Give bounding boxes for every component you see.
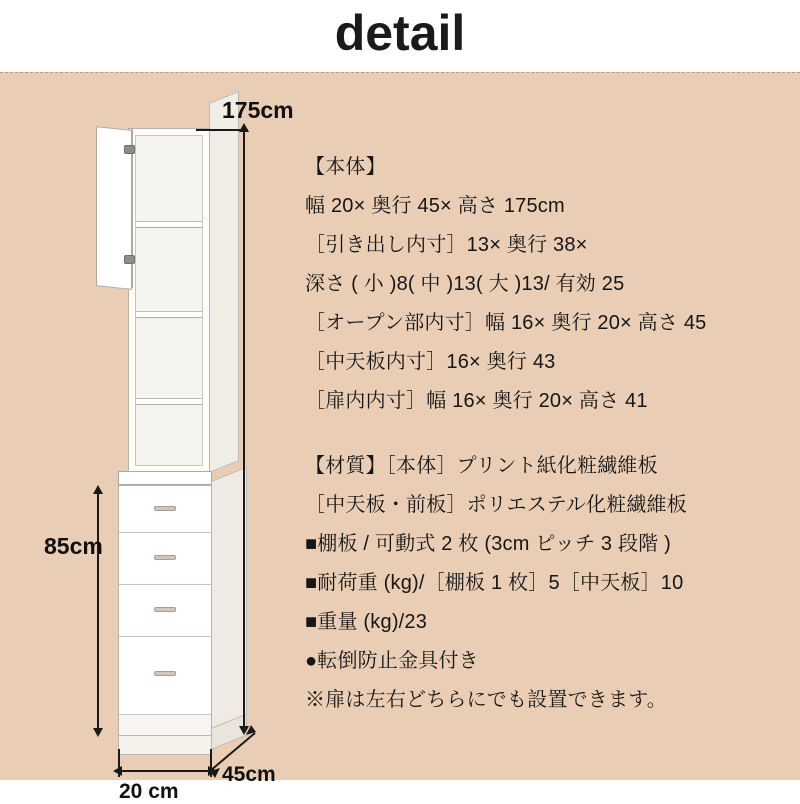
spec-line-body-3: 深さ ( 小 )8( 中 )13( 大 )13/ 有効 25 bbox=[305, 273, 625, 295]
shelf-1 bbox=[136, 221, 202, 228]
drawer-height-arrow-bottom-icon bbox=[93, 728, 103, 737]
height-dimension-line bbox=[243, 131, 245, 726]
drawer-4 bbox=[119, 637, 211, 715]
drawer-1 bbox=[119, 486, 211, 533]
height-dimension-label: 175cm bbox=[222, 97, 294, 123]
cabinet-upper-body bbox=[128, 128, 210, 473]
shelf-3 bbox=[136, 398, 202, 405]
width-dimension-line bbox=[120, 770, 210, 772]
drawer-3 bbox=[119, 585, 211, 637]
page-title: detail bbox=[334, 5, 466, 61]
spec-line-body-4: ［オープン部内寸］幅 16× 奥行 20× 高さ 45 bbox=[305, 312, 707, 334]
spec-line-material-3: ■耐荷重 (kg)/［棚板 1 枚］5［中天板］10 bbox=[305, 572, 684, 594]
drawer-height-arrow-top-icon bbox=[93, 485, 103, 494]
shelf-2 bbox=[136, 311, 202, 318]
spec-line-body-1: 幅 20× 奥行 45× 高さ 175cm bbox=[305, 195, 565, 217]
spec-line-material-2: ■棚板 / 可動式 2 枚 (3cm ピッチ 3 段階 ) bbox=[305, 533, 671, 555]
drawer-2 bbox=[119, 533, 211, 585]
spec-line-material-5: ●転倒防止金具付き bbox=[305, 650, 479, 672]
drawer-handle-2 bbox=[154, 555, 176, 560]
drawer-handle-4 bbox=[154, 671, 176, 676]
spec-line-body-6: ［扉内内寸］幅 16× 奥行 20× 高さ 41 bbox=[305, 390, 648, 412]
spec-section-gap bbox=[305, 421, 775, 447]
spec-line-material-4: ■重量 (kg)/23 bbox=[305, 611, 428, 633]
spec-line-body-0: 【本体】 bbox=[305, 156, 386, 178]
spec-line-body-2: ［引き出し内寸］13× 奥行 38× bbox=[305, 234, 588, 256]
drawer-height-dimension-line bbox=[97, 493, 99, 728]
drawer-unit bbox=[118, 485, 212, 735]
cabinet-base-front bbox=[118, 735, 212, 755]
cabinet-upper-interior bbox=[135, 135, 203, 466]
cabinet-side-upper bbox=[209, 91, 239, 473]
width-arrow-left-icon bbox=[113, 766, 122, 776]
drawer-handle-3 bbox=[154, 607, 176, 612]
width-dimension-label: 20 cm bbox=[119, 780, 179, 803]
spec-body-block bbox=[305, 148, 775, 421]
spec-line-material-6: ※扉は左右どちらにでも設置できます。 bbox=[305, 689, 667, 711]
cabinet-plinth bbox=[119, 715, 211, 736]
specification-text bbox=[305, 148, 775, 720]
content-panel bbox=[0, 72, 800, 803]
spec-material-block bbox=[305, 447, 775, 720]
spec-line-material-0: 【材質】［本体］プリント紙化粧繊維板 bbox=[305, 455, 658, 477]
drawer-handle-1 bbox=[154, 506, 176, 511]
page-header bbox=[0, 0, 800, 72]
product-illustration bbox=[0, 73, 300, 803]
cabinet-side-lower bbox=[211, 466, 247, 731]
spec-line-body-5: ［中天板内寸］16× 奥行 43 bbox=[305, 351, 556, 373]
middle-top-board bbox=[118, 471, 212, 485]
door-hinge-upper-icon bbox=[124, 145, 135, 154]
drawer-height-dimension-label: 85cm bbox=[44, 533, 103, 559]
height-tick-top bbox=[196, 129, 248, 131]
spec-line-material-1: ［中天板・前板］ポリエステル化粧繊維板 bbox=[305, 494, 687, 516]
depth-dimension-label: 45cm bbox=[222, 763, 276, 786]
door-hinge-lower-icon bbox=[124, 255, 135, 264]
